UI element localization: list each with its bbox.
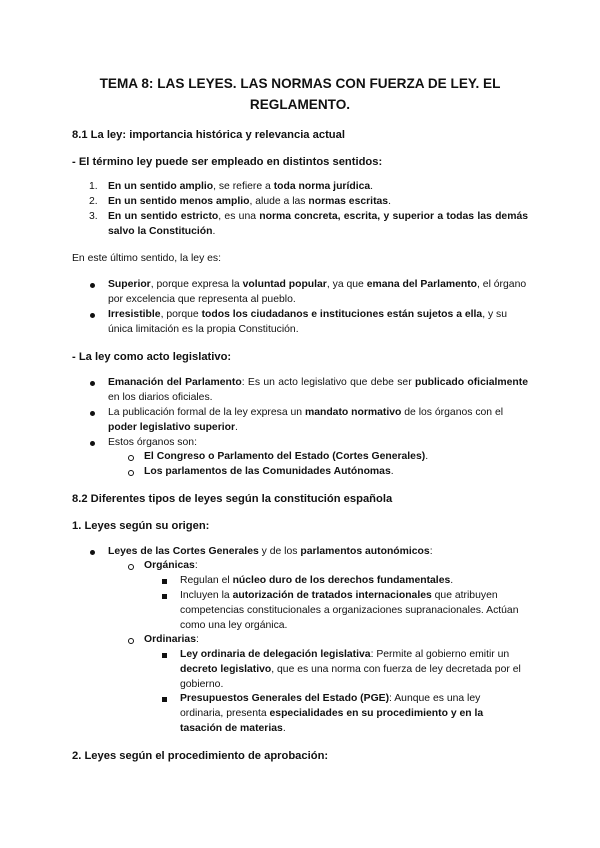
bullet-icon [90,441,95,446]
document-title [70,73,530,115]
list-item: En un sentido estricto, es una norma concreta, escrita, y superior a todas las demás salvo la Constitución. [108,211,528,237]
title-line-1: TEMA 8: LAS LEYES. LAS NORMAS CON FUERZA DE LEY. EL [99,76,501,91]
section-8-2-heading: 8.2 Diferentes tipos de leyes según la constitución española [72,493,393,505]
procedimiento-heading: 2. Leyes según el procedimiento de aprobación: [72,750,329,762]
section-8-1-heading: 8.1 La ley: importancia histórica y relevancia actual [72,129,345,141]
list-item: Regulan el núcleo duro de los derechos fundamentales. [180,575,454,586]
list-item: Leyes de las Cortes Generales y de los parlamentos autonómicos: [108,546,433,557]
list-item: Irresistible, porque todos los ciudadanos e instituciones están sujetos a ella, y su única limitación es la propia Constitución. [108,309,508,335]
list-item: Presupuestos Generales del Estado (PGE): Aunque es una ley ordinaria, presenta especialidades en su procedimiento y en la tasación de materias. [180,693,484,734]
list-number: 3. [89,211,98,222]
bullet-icon [90,283,95,288]
circle-bullet-icon [128,638,134,644]
bullet-icon [90,411,95,416]
list-item: En un sentido menos amplio, alude a las normas escritas. [108,196,391,207]
circle-bullet-icon [128,564,134,570]
origen-heading: 1. Leyes según su origen: [72,520,210,532]
acto-legislativo-heading: - La ley como acto legislativo: [72,351,232,363]
list-item: Superior, porque expresa la voluntad popular, ya que emana del Parlamento, el órgano por excelencia que representa al pueblo. [108,279,527,305]
bullet-icon [90,550,95,555]
list-item: Incluyen la autorización de tratados internacionales que atribuyen competencias constitucionales a organizaciones supranacionales. Actúan como una ley orgánica. [180,590,519,631]
list-item: Ordinarias: [144,634,199,645]
list-item: Orgánicas: [144,560,198,571]
square-bullet-icon [162,594,167,599]
square-bullet-icon [162,579,167,584]
bullet-icon [90,381,95,386]
bullet-icon [90,313,95,318]
list-item: Ley ordinaria de delegación legislativa: Permite al gobierno emitir un decreto legislativo, que es una norma con fuerza de ley decretada por el gobierno. [180,649,521,690]
title-line-2: REGLAMENTO. [249,97,351,112]
square-bullet-icon [162,653,167,658]
circle-bullet-icon [128,455,134,461]
circle-bullet-icon [128,470,134,476]
list-item: La publicación formal de la ley expresa un mandato normativo de los órganos con el poder legislativo superior. [108,407,504,433]
list-number: 1. [89,181,98,192]
sentidos-heading: - El término ley puede ser empleado en distintos sentidos: [72,156,383,168]
paragraph: En este último sentido, la ley es: [72,253,222,264]
square-bullet-icon [162,697,167,702]
list-item: El Congreso o Parlamento del Estado (Cortes Generales). [144,451,429,462]
list-item: En un sentido amplio, se refiere a toda norma jurídica. [108,181,374,192]
list-item: Los parlamentos de las Comunidades Autónomas. [144,466,394,477]
list-item: Estos órganos son: [108,437,197,448]
list-number: 2. [89,196,98,207]
list-item: Emanación del Parlamento: Es un acto legislativo que debe ser publicado oficialmente en los diarios oficiales. [108,377,528,403]
